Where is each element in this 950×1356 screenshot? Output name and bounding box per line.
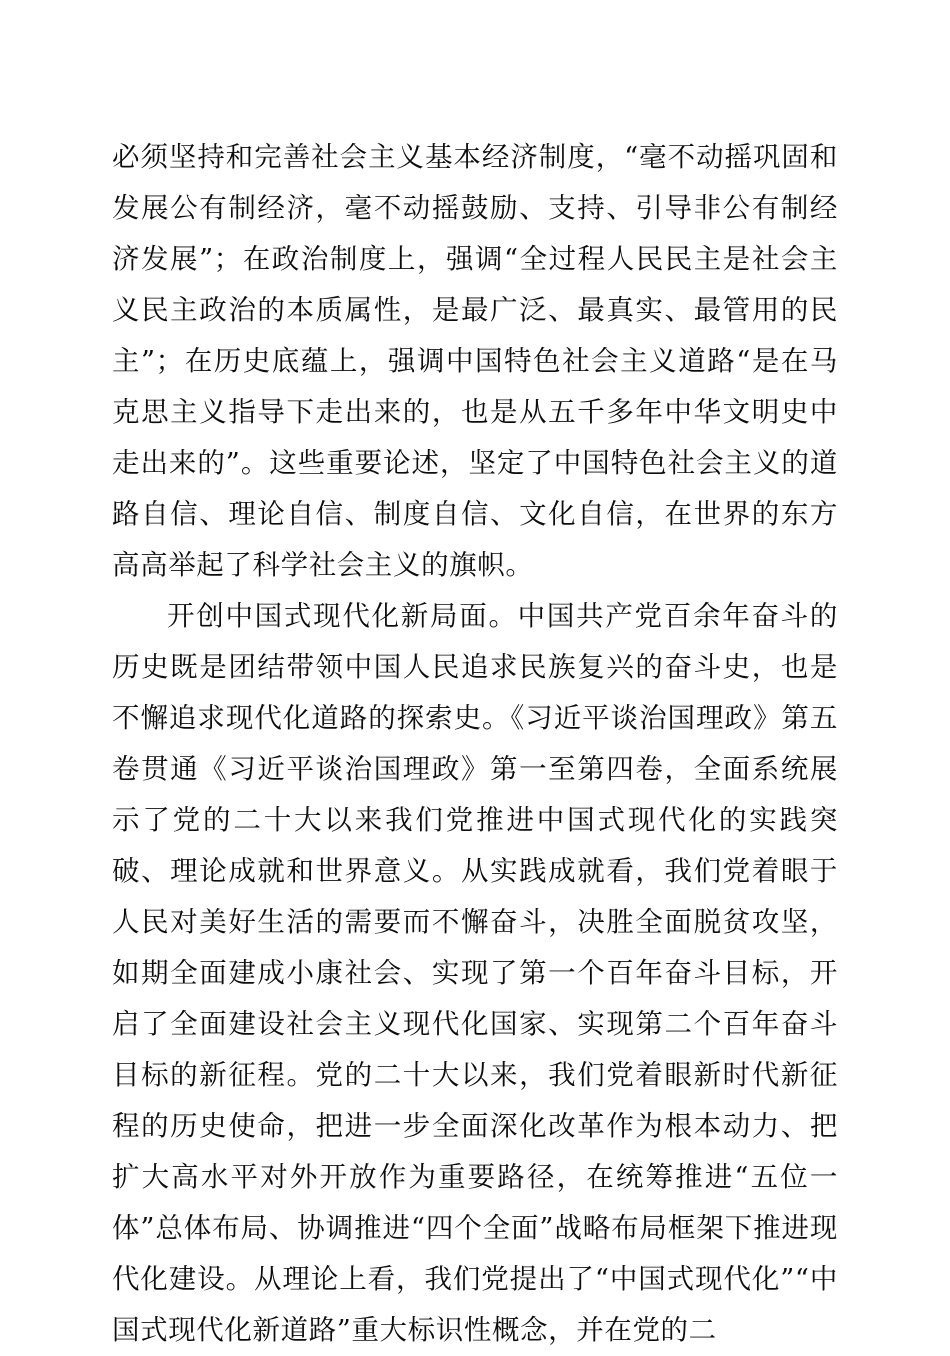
paragraph-1: 必须坚持和完善社会主义基本经济制度，“毫不动摇巩固和发展公有制经济，毫不动摇鼓励、支持、引导非公有制经济发展”；在政治制度上，强调“全过程人民民主是社会主义民主政治的本质属性，是最广泛、最真实、最管用的民主”；在历史底蕴上，强调中国特色社会主义道路“是在马克思主义指导下走出来的，也是从五千多年中华文明史中走出来的”。这些重要论述，坚定了中国特色社会主义的道路自信、理论自信、制度自信、文化自信，在世界的东方高高举起了科学社会主义的旗帜。 <box>112 141 838 581</box>
paragraph-2: 开创中国式现代化新局面。中国共产党百余年奋斗的历史既是团结带领中国人民追求民族复兴的奋斗史，也是不懈追求现代化道路的探索史。《习近平谈治国理政》第五卷贯通《习近平谈治国理政》第一至第四卷，全面系统展示了党的二十大以来我们党推进中国式现代化的实践突破、理论成就和世界意义。从实践成就看，我们党着眼于人民对美好生活的需要而不懈奋斗，决胜全面脱贫攻坚，如期全面建成小康社会、实现了第一个百年奋斗目标，开启了全面建设社会主义现代化国家、实现第二个百年奋斗目标的新征程。党的二十大以来，我们党着眼新时代新征程的历史使命，把进一步全面深化改革作为根本动力、把扩大高水平对外开放作为重要路径，在统筹推进“五位一体”总体布局、协调推进“四个全面”战略布局框架下推进现代化建设。从理论上看，我们党提出了“中国式现代化”“中国式现代化新道路”重大标识性概念，并在党的二 <box>112 600 838 1346</box>
document-body <box>112 132 838 1356</box>
